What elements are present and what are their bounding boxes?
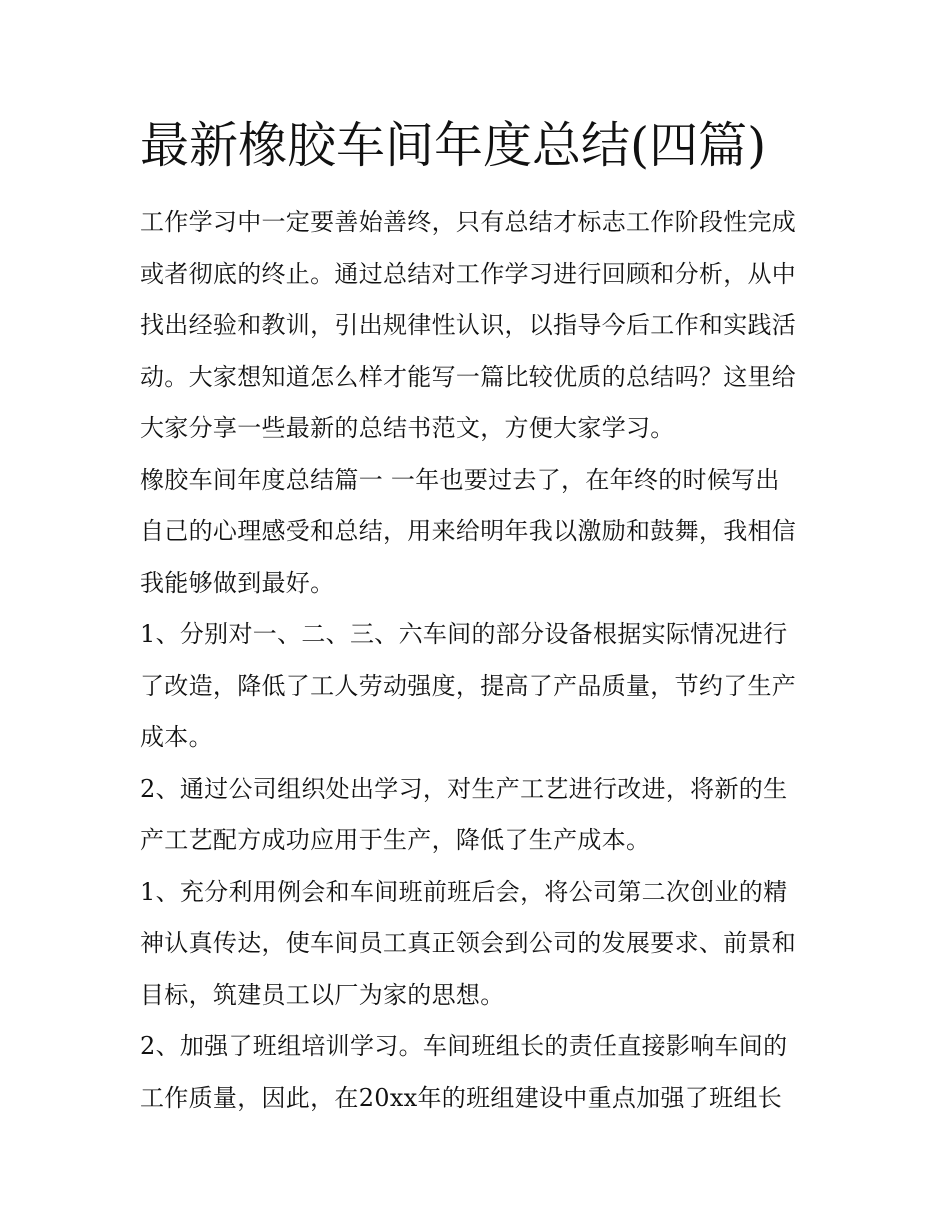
text-line: 2、加强了班组培训学习。车间班组长的责任直接影响车间的	[140, 1032, 788, 1060]
text-line: 我能够做到最好。	[140, 568, 335, 597]
text-line: 橡胶车间年度总结篇一 一年也要过去了，在年终的时候写出	[140, 465, 780, 494]
text-line: 产工艺配方成功应用于生产，降低了生产成本。	[140, 826, 651, 854]
text-line: 目标，筑建员工以厂为家的思想。	[140, 980, 505, 1009]
text-line: 工作质量，因此，在20xx年的班组建设中重点加强了班组长	[140, 1083, 783, 1112]
text-line: 神认真传达，使车间员工真正领会到公司的发展要求、前景和	[140, 929, 797, 957]
document-title: 最新橡胶车间年度总结(四篇)	[140, 117, 767, 174]
text-line: 工作学习中一定要善始善终，只有总结才标志工作阶段性完成	[140, 208, 797, 236]
text-line: 1、分别对一、二、三、六车间的部分设备根据实际情况进行	[140, 620, 788, 648]
text-line: 成本。	[140, 723, 213, 751]
text-line: 2、通过公司组织处出学习，对生产工艺进行改进，将新的生	[140, 774, 788, 803]
text-line: 或者彻底的终止。通过总结对工作学习进行回顾和分析，从中	[140, 259, 797, 288]
text-line: 自己的心理感受和总结，用来给明年我以激励和鼓舞，我相信	[140, 517, 797, 545]
document-body	[140, 197, 820, 1124]
text-line: 找出经验和教训，引出规律性认识，以指导今后工作和实践活	[140, 311, 797, 339]
text-line: 动。大家想知道怎么样才能写一篇比较优质的总结吗？这里给	[140, 362, 797, 391]
text-line: 了改造，降低了工人劳动强度，提高了产品质量，节约了生产	[140, 671, 797, 700]
text-line: 大家分享一些最新的总结书范文，方便大家学习。	[140, 414, 675, 442]
text-line: 1、充分利用例会和车间班前班后会，将公司第二次创业的精	[140, 877, 788, 906]
